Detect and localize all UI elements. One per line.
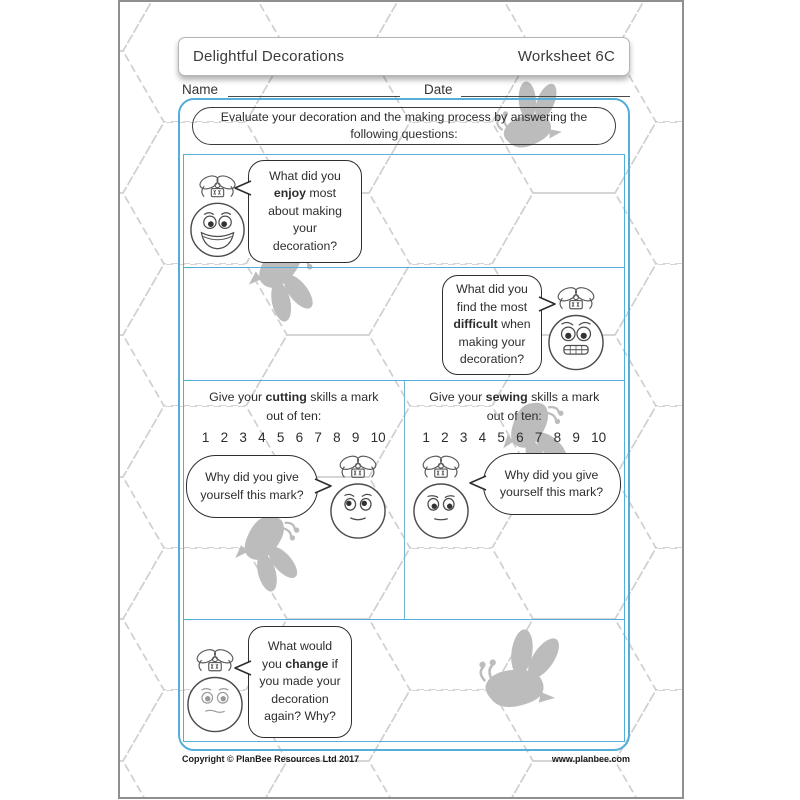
website-text: www.planbee.com [551, 754, 630, 764]
date-write-line [461, 83, 630, 97]
sewing-column [405, 381, 625, 619]
page-footer [182, 754, 630, 764]
cutting-column [184, 381, 405, 619]
worksheet-number: Worksheet 6C [517, 48, 615, 65]
questions-table [183, 154, 625, 742]
speech-bubble-enjoy: What did you enjoy most about making your decoration? [248, 160, 362, 263]
speech-bubble-sewing-why: Why did you give yourself this mark? [483, 453, 621, 515]
worksheet-title: Delightful Decorations [193, 48, 345, 65]
name-label: Name [182, 82, 219, 97]
bubble-tail-icon [232, 178, 252, 198]
question-difficult-section [184, 268, 624, 381]
cutting-heading: Give your cutting skills a mark out of ten: [209, 390, 379, 423]
bubble-tail-icon [232, 658, 252, 678]
worksheet-page [118, 0, 684, 799]
copyright-text: Copyright © PlanBee Resources Ltd 2017 [182, 754, 360, 764]
sewing-marks-scale: 1 2 3 4 5 6 7 8 9 10 [422, 430, 607, 445]
date-label: Date [424, 82, 453, 97]
question-enjoy-section [184, 155, 624, 268]
instruction-box: Evaluate your decoration and the making process by answering the following questions: [192, 107, 616, 145]
bubble-tail-icon [538, 294, 558, 314]
bubble-tail-icon [467, 473, 487, 493]
skills-section [184, 381, 624, 620]
speech-bubble-cutting-why: Why did you give yourself this mark? [186, 455, 318, 518]
bubble-tail-icon [314, 476, 334, 496]
worksheet-title-bar [178, 37, 630, 76]
name-write-line [228, 83, 400, 97]
name-date-row [182, 80, 630, 97]
sewing-heading: Give your sewing skills a mark out of ten: [429, 390, 600, 423]
question-change-section [184, 620, 624, 741]
bauble-calm-icon [413, 450, 469, 547]
speech-bubble-change: What would you change if you made your decoration again? Why? [248, 626, 352, 738]
bauble-pleased-icon [330, 450, 386, 547]
cutting-marks-scale: 1 2 3 4 5 6 7 8 9 10 [201, 430, 386, 445]
speech-bubble-difficult: What did you find the most difficult when making your decoration? [442, 275, 542, 375]
main-frame [178, 98, 630, 751]
